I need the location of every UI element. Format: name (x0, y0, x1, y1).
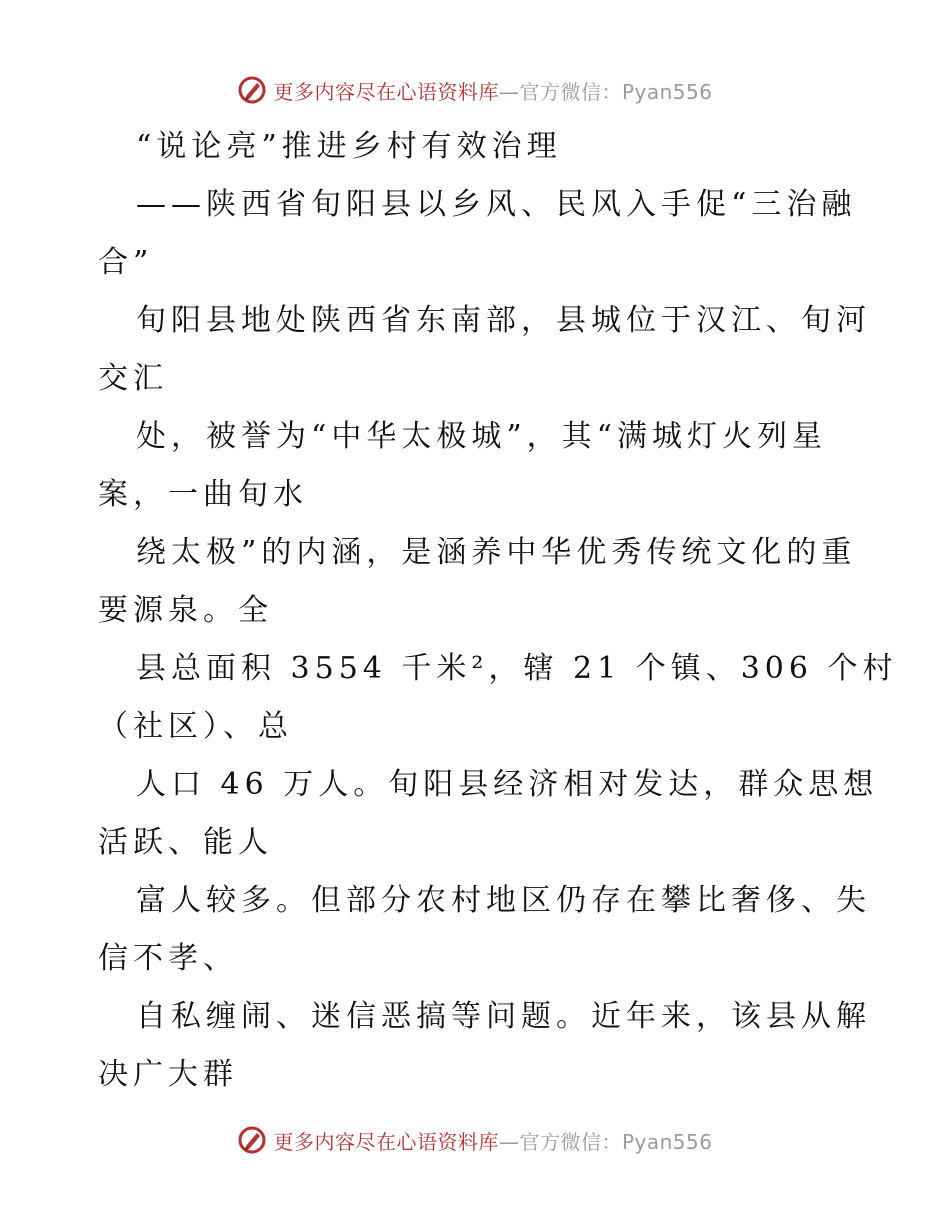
watermark-sub: —官方微信：Pyan556 (498, 79, 713, 104)
footer-watermark (0, 1120, 950, 1160)
watermark-main: 更多内容尽在心语资料库 (273, 79, 499, 104)
text-line: 案，一曲旬水 (98, 477, 308, 512)
watermark-text (273, 76, 712, 105)
watermark-text (273, 1126, 712, 1155)
text-line: 处，被誉为“中华太极城”，其“满城灯火列星 (136, 419, 828, 454)
watermark-main: 更多内容尽在心语资料库 (273, 1129, 499, 1154)
text-line: ——陕西省旬阳县以乡风、民风入手促“三治融 (136, 187, 857, 222)
text-line: 富人较多。但部分农村地区仍存在攀比奢侈、失 (136, 883, 871, 918)
text-line: 信不孝、 (98, 941, 238, 976)
pen-logo-icon (237, 75, 267, 105)
text-line: 绕太极”的内涵，是涵养中华优秀传统文化的重 (136, 535, 857, 570)
text-line: 要源泉。全 (98, 593, 273, 628)
watermark-sub: —官方微信：Pyan556 (498, 1129, 713, 1154)
text-line: 人口 46 万人。旬阳县经济相对发达，群众思想 (136, 767, 879, 802)
document-body (98, 118, 898, 1104)
text-line: 自私缠闹、迷信恶搞等问题。近年来，该县从解 (136, 999, 871, 1034)
text-line: 交汇 (98, 361, 168, 396)
header-watermark (0, 70, 950, 110)
text-line: 县总面积 3554 千米²，辖 21 个镇、306 个村 (136, 651, 898, 686)
text-line: “说论亮”推进乡村有效治理 (136, 129, 562, 164)
text-line: （社区）、总 (98, 709, 293, 744)
pen-logo-icon (237, 1125, 267, 1155)
text-line: 旬阳县地处陕西省东南部，县城位于汉江、旬河 (136, 303, 871, 338)
text-line: 决广大群 (98, 1057, 238, 1092)
text-line: 活跃、能人 (98, 825, 273, 860)
text-line: 合” (98, 245, 154, 280)
